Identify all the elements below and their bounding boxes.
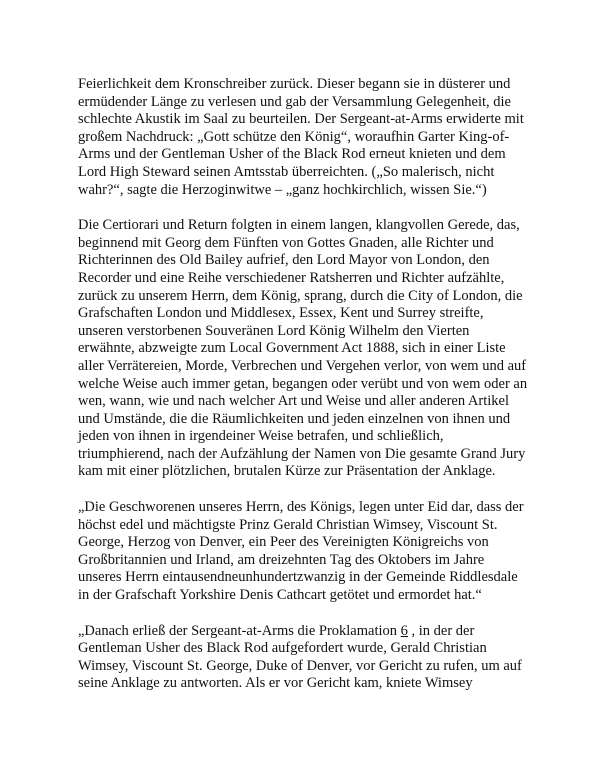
proclamation-text-before: „Danach erließ der Sergeant-at-Arms die Proklamation (78, 622, 401, 639)
footnote-link[interactable]: 6 (400, 622, 408, 639)
proclamation-text-after: , in der der Gentleman Usher des Black Rod aufgefordert wurde, Gerald Christian Wimsey, Viscount St. George, Duke of Denver, vor Gericht zu rufen, um auf seine Anklage zu antworten. Als er vor Gericht kam, kniete Wimsey (78, 622, 522, 692)
paragraph-indictment: „Die Geschworenen unseres Herrn, des Königs, legen unter Eid dar, dass der höchst edel und mächtigste Prinz Gerald Christian Wimsey, Viscount St. George, Herzog von Denver, ein Peer des Vereinigten Königreichs von Großbritannien und Irland, am dreizehnten Tag des Oktobers im Jahre unseres Herrn eintausendneunhundertzwanzig in der Gemeinde Riddlesdale in der Grafschaft Yorkshire Denis Cathcart getötet und ermordet hat.“ (78, 499, 524, 604)
document-page (78, 76, 528, 711)
paragraph-ceremony: Feierlichkeit dem Kronschreiber zurück. Dieser begann sie in düsterer und ermüdender Länge zu verlesen und gab der Versammlung Gelegenheit, die schlechte Akustik im Saal zu beurteilen. Der Sergeant-at-Arms erwiderte mit großem Nachdruck: „Gott schütze den König“, woraufhin Garter King-of-Arms und der Gentleman Usher of the Black Rod erneut knieten und dem Lord High Steward seinen Amtsstab überreichten. („So malerisch, nicht wahr?“, sagte die Herzoginwitwe – „ganz hochkirchlich, wissen Sie.“) (78, 76, 524, 198)
paragraph-certiorari: Die Certiorari und Return folgten in einem langen, klangvollen Gerede, das, beginnend mit Georg dem Fünften von Gottes Gnaden, alle Richter und Richterinnen des Old Bailey aufrief, den Lord Mayor von London, den Recorder und eine Reihe verschiedener Ratsherren und Richter aufzählte, zurück zu unserem Herrn, dem König, sprang, durch die City of London, die Grafschaften London und Middlesex, Essex, Kent und Surrey streifte, unseren verstorbenen Souveränen Lord König Wilhelm den Vierten erwähnte, abzweigte zum Local Government Act 1888, sich in einer Liste aller Verrätereien, Morde, Verbrechen und Vergehen verlor, von wem und auf welche Weise auch immer getan, begangen oder verübt und von wem oder an wen, wann, wie und nach welcher Art und Weise und aller anderen Artikel und Umstände, die die Räumlichkeiten und jeden einzelnen von ihnen und jeden von ihnen in irgendeiner Weise betrafen, und schließlich, triumphierend, nach der Aufzählung der Namen von Die gesamte Grand Jury kam mit einer plötzlichen, brutalen Kürze zur Präsentation der Anklage. (78, 217, 528, 480)
paragraph-proclamation (78, 623, 528, 693)
